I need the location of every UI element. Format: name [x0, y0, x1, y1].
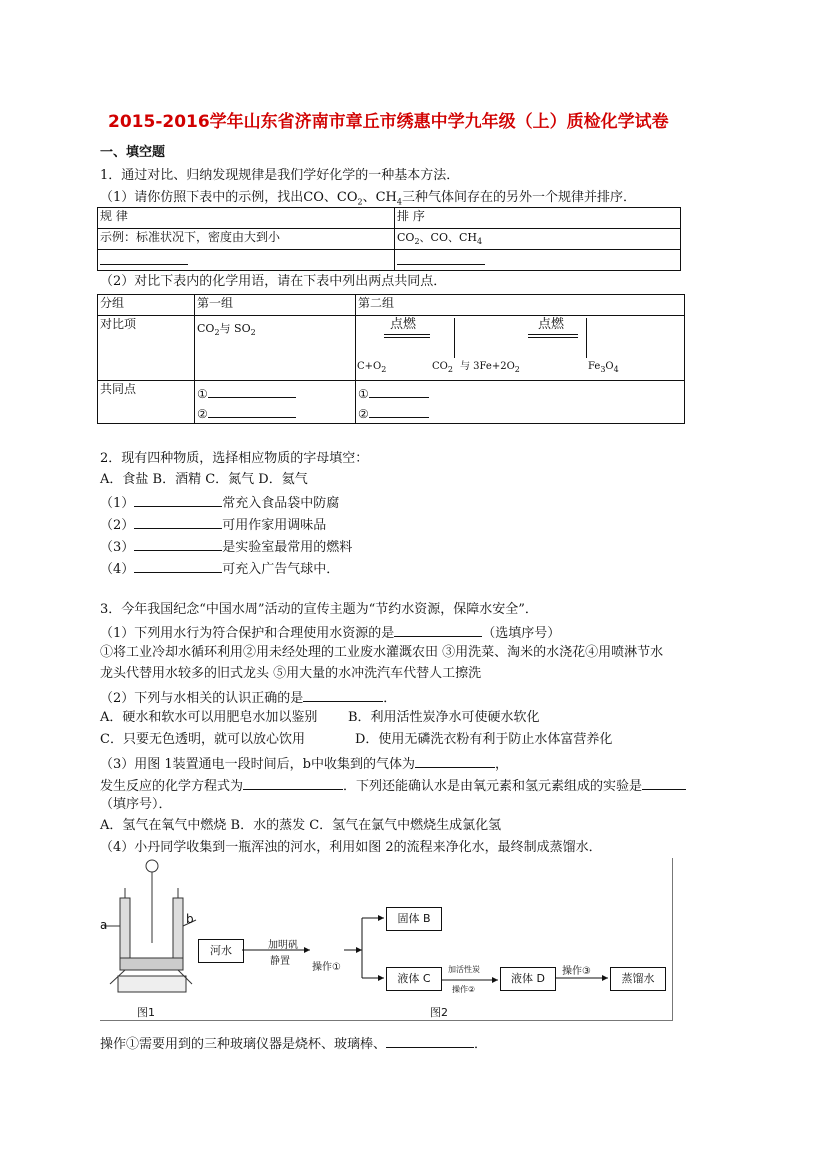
table2-row-common: 共同点	[98, 381, 195, 424]
q3-last-line: 操作①需要用到的三种玻璃仪器是烧杯、玻璃棒、 ．	[100, 1033, 487, 1054]
box-liquid-c: 液体 C	[386, 967, 442, 991]
box-solid-b: 固体 B	[386, 907, 442, 931]
q3-stem: 3．今年我国纪念“中国水周”活动的宣传主题为“节约水资源，保障水安全”．	[100, 602, 538, 617]
table2-header-group1: 第一组	[195, 295, 356, 316]
label-op2: 操作②	[452, 985, 476, 994]
q2-line2: （2） 可用作家用调味品	[100, 514, 326, 535]
q3-option-a: A．硬水和软水可以用肥皂水加以鉴别	[100, 710, 318, 725]
q3-part1-options-a: ①将工业冷却水循环利用②用未经处理的工业废水灌溉农田 ③用洗菜、淘米的水浇花④用喷淋节水	[100, 645, 664, 660]
table2-group2-item: 点燃 点燃 $C+O_2$ $CO_2$ 与 $3Fe+2O_2$ $Fe_3O_4$	[356, 316, 685, 381]
q3-part2: （2）下列与水相关的认识正确的是 ．	[100, 687, 396, 708]
q3-part1: （1）下列用水行为符合保护和合理使用水资源的是 （选填序号）	[100, 622, 560, 643]
table2-group2-answers[interactable]: ① ②	[356, 381, 685, 424]
box-river-water: 河水	[198, 939, 244, 963]
q2-line3: （3） 是实验室最常用的燃料	[100, 536, 352, 557]
fig1-label: 图1	[137, 1006, 155, 1019]
label-b: b	[186, 912, 194, 926]
label-op1: 操作①	[312, 962, 341, 973]
q2-line4: （4） 可充入广告气球中．	[100, 558, 339, 579]
q3-part4: （4）小丹同学收集到一瓶浑浊的河水，利用如图 2的流程来净化水，最终制成蒸馏水．	[100, 840, 602, 855]
label-settle: 静置	[270, 956, 290, 967]
q3-part1-options-b: 龙头代替用水较多的旧式龙头 ⑤用大量的水冲洗汽车代替人工擦洗	[100, 666, 482, 681]
q3-part3-options: A．氢气在氧气中燃烧 B．水的蒸发 C．氢气在氯气中燃烧生成氯化氢	[100, 818, 502, 833]
q1-part2: （2）对比下表内的化学用语，请在下表中列出两点共同点．	[100, 274, 447, 289]
label-add-carbon: 加活性炭	[448, 965, 480, 974]
eq-fe3o4: $Fe_3O_4$	[588, 361, 619, 374]
q1-part1: （1）请你仿照下表中的示例，找出CO、$CO_2$、$CH_4$三种气体间存在的另外一个规律并排序．	[100, 190, 636, 207]
table-cell-answer-rule[interactable]	[98, 250, 395, 271]
table2-header-group: 分组	[98, 295, 195, 316]
fig2-label: 图2	[430, 1006, 448, 1019]
q2-stem: 2．现有四种物质，选择相应物质的字母填空：	[100, 451, 369, 466]
table-cell-example: 示例：标准状况下，密度由大到小	[98, 229, 395, 250]
label-a: a	[100, 918, 108, 932]
box-liquid-d: 液体 D	[500, 967, 556, 991]
q3-option-d: D．使用无磷洗衣粉有利于防止水体富营养化	[355, 732, 613, 747]
label-op3: 操作③	[562, 966, 591, 977]
table-header-order: 排 序	[395, 208, 681, 229]
q2-line1: （1） 常充入食品袋中防腐	[100, 492, 339, 513]
box-distilled-water: 蒸馏水	[610, 967, 666, 991]
table-header-rule: 规 律	[98, 208, 395, 229]
eq-iron: 与 $3Fe+2O_2$	[460, 361, 520, 374]
page-title: 2015-2016学年山东省济南市章丘市绣惠中学九年级（上）质检化学试卷	[108, 112, 669, 132]
eq-carbon: $C+O_2$	[357, 361, 387, 374]
section-heading: 一、填空题	[100, 145, 166, 160]
q3-option-c: C．只要无色透明，就可以放心饮用	[100, 732, 305, 747]
figure-panel	[100, 858, 673, 1021]
flow-arrows	[100, 858, 672, 1020]
table-cell-example-order: $CO_2$、CO、$CH_4$	[395, 229, 681, 250]
table-cell-answer-order[interactable]	[395, 250, 681, 271]
q3-part3-note: （填序号）．	[100, 797, 172, 812]
table2-group1-answers[interactable]: ① ②	[195, 381, 356, 424]
table2-header-group2: 第二组	[356, 295, 685, 316]
q2-options: A．食盐 B．酒精 C．氮气 D．氦气	[100, 472, 308, 487]
q1-stem: 1．通过对比、归纳发现规律是我们学好化学的一种基本方法．	[100, 168, 460, 183]
table-rules	[97, 207, 681, 271]
q3-option-b: B．利用活性炭净水可使硬水软化	[348, 710, 540, 725]
q3-part3: （3）用图 1装置通电一段时间后，b中收集到的气体为 ，	[100, 753, 508, 774]
table-compare	[97, 294, 685, 424]
q3-part3-equation: 发生反应的化学方程式为 ．下列还能确认水是由氧元素和氢元素组成的实验是	[100, 775, 686, 796]
table2-group1-item: $CO_2$与 $SO_2$	[195, 316, 356, 381]
label-add-alum: 加明矾	[268, 940, 298, 951]
table2-row-compare: 对比项	[98, 316, 195, 381]
eq-co2: $CO_2$	[432, 361, 453, 374]
